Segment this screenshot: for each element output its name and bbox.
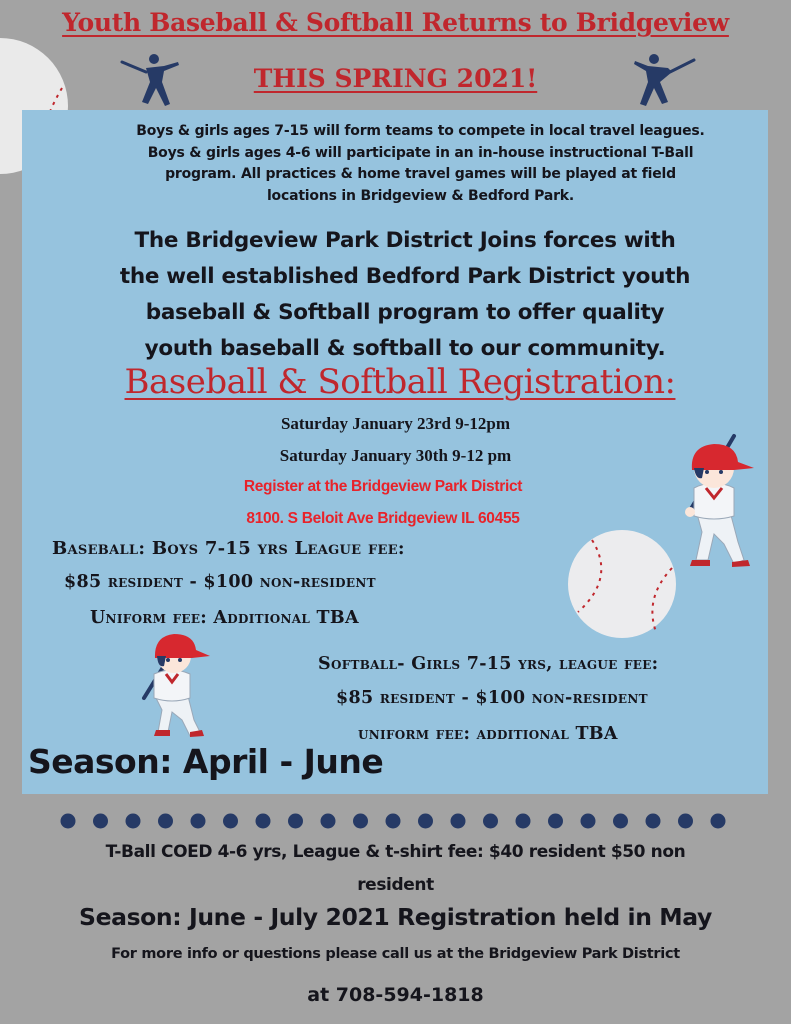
baseball-icon [566,528,678,640]
tball-season: Season: June - July 2021 Registration held in May [79,903,712,931]
contact-phone: at 708-594-1818 [307,984,484,1006]
kid-batter-icon [672,432,762,570]
baseball-fee-title: Baseball: Boys 7-15 yrs League fee: [52,538,405,559]
registration-date-2: Saturday January 30th 9-12 pm [279,446,512,465]
partnership-text: The Bridgeview Park District Joins forces with the well established Bedford Park District youth baseball & Softball program to offer quality youth baseball & softball to our community. [119,228,691,361]
dot-divider [58,811,738,831]
tball-fee-text: T-Ball COED 4-6 yrs, League & t-shirt fee: $40 resident $50 non resident [105,842,686,895]
headline-subtitle: THIS SPRING 2021! [253,64,538,93]
softball-uniform-fee: uniform fee: additional TBA [358,724,618,744]
softball-fee-amount: $85 resident - $100 non-resident [336,688,648,708]
baseball-fee-amount: $85 resident - $100 non-resident [64,572,376,592]
headline-title: Youth Baseball & Softball Returns to Bridgeview [62,8,729,37]
softball-fee-title: Softball- Girls 7-15 yrs, league fee: [318,654,659,674]
season-dates: Season: April - June [28,742,384,781]
registration-address: 8100. S Beloit Ave Bridgeview IL 60455 [246,510,520,527]
registration-location: Register at the Bridgeview Park District [243,478,523,495]
kid-batter-icon [140,628,220,738]
contact-info: For more info or questions please call us at the Bridgeview Park District [111,946,680,962]
registration-heading: Baseball & Softball Registration: [124,362,676,402]
intro-text: Boys & girls ages 7-15 will form teams to compete in local travel leagues. Boys & girls ages 4-6 will participate in an in-house instructional T-Ball program. All practices & home travel games will be played at field locations in Bridgeview & Bedford Park. [136,123,705,204]
baseball-uniform-fee: Uniform fee: Additional TBA [90,608,359,628]
registration-date-1: Saturday January 23rd 9-12pm [280,414,511,433]
